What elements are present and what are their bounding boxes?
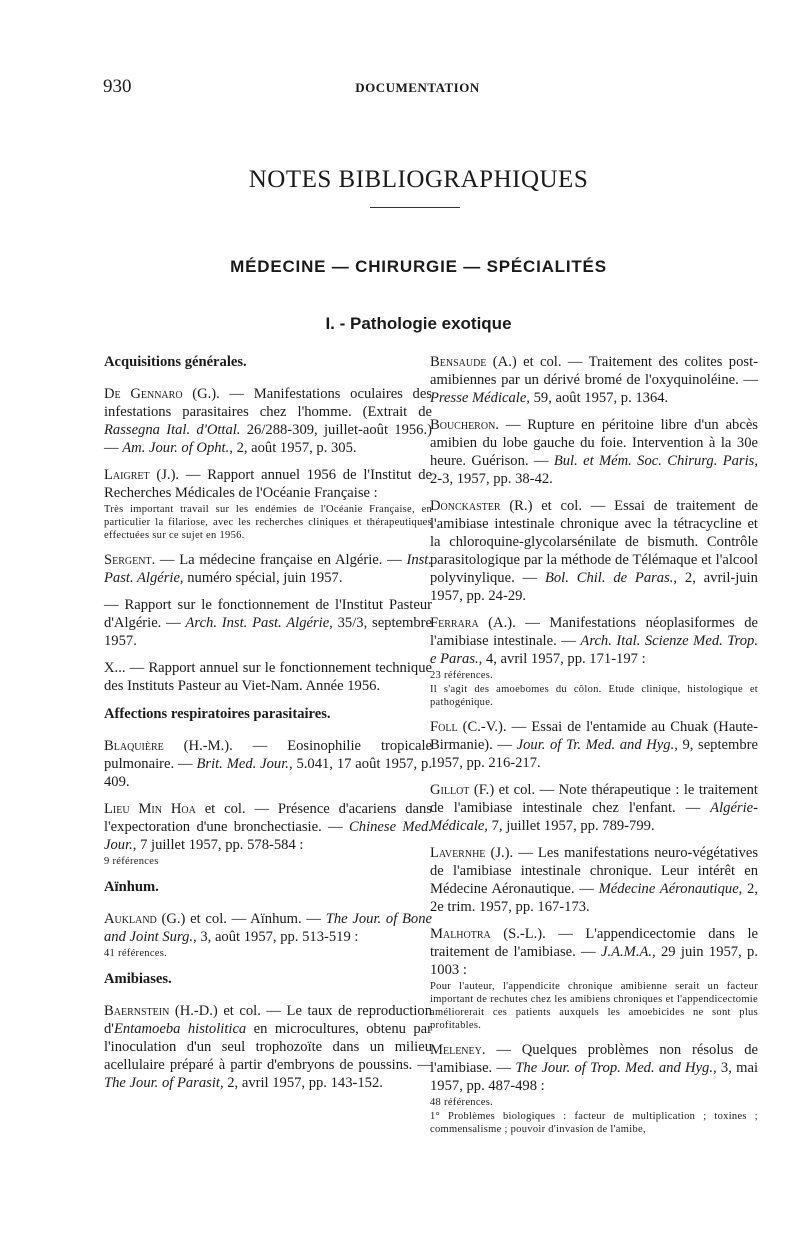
entry-text: , 2, août 1957, p. 305. xyxy=(229,440,357,456)
entry-text: (J.). — Rapport annuel 1956 de l'Institut de Recherches Médicales de l'Océanie Française : xyxy=(104,467,432,501)
entry-source: Chinese Med. Jour., xyxy=(104,819,432,853)
entry-author: Boucheron xyxy=(430,417,496,433)
entry-author: De Gennaro xyxy=(104,386,183,402)
entry-author: Baernstein xyxy=(104,1003,170,1019)
entry-source: Inst. Past. Algérie, xyxy=(104,552,432,586)
entry-text: numéro spécial, juin 1957. xyxy=(183,570,343,586)
heading-ainhum: Aïnhum. xyxy=(104,879,159,895)
entry-text: (C.-V.). — Essai de l'entamide au Chuak (Haute-Birmanie). — xyxy=(430,719,758,753)
entry-sergent xyxy=(104,551,432,587)
entry-author: Blaquière xyxy=(104,738,164,754)
entry-source: Entamoeba histolitica xyxy=(113,1021,247,1037)
entry-text: et col. — Présence d'acariens dans l'expectoration d'une bronchectiasie. — xyxy=(104,801,432,835)
entry-lavernhe xyxy=(430,844,758,916)
entry-source: Brit. Med. Jour., xyxy=(196,756,293,772)
entry-donckaster xyxy=(430,497,758,605)
entry-lieu-min-hoa xyxy=(104,800,432,868)
entry-note: Il s'agit des amoebomes du côlon. Etude clinique, histologique et pathogénique. xyxy=(430,684,758,708)
entry-boucheron xyxy=(430,416,758,488)
entry-source: J.A.M.A., xyxy=(600,944,656,960)
subtitle: MÉDECINE — CHIRURGIE — SPÉCIALITÉS xyxy=(230,257,607,276)
entry-text: 3, mai 1957, pp. 487-498 : xyxy=(430,1060,758,1094)
entry-author: Lavernhe xyxy=(430,845,486,861)
entry-source: The Jour. of Trop. Med. and Hyg., xyxy=(515,1060,717,1076)
heading-affections: Affections respiratoires parasitaires. xyxy=(104,706,331,722)
entry-text: X... — Rapport annuel sur le fonctionnement technique des Instituts Pasteur au Viet-Nam. Année 1956. xyxy=(104,660,432,694)
entry-note: 41 références. xyxy=(104,948,168,959)
entry-text: 2, avril-juin 1957, pp. 24-29. xyxy=(430,570,758,604)
entry-text: 59, août 1957, p. 1364. xyxy=(529,390,669,406)
entry-text: (J.). — Les manifestations neuro-végétatives de l'amibiase intestinale chronique. Leur intérêt en Médecine Aéronautique. — xyxy=(430,845,758,897)
entry-laigret xyxy=(104,466,432,542)
entry-text: 2-3, 1957, pp. 38-42. xyxy=(430,471,553,487)
entry-author: Foll xyxy=(430,719,458,735)
entry-author: Malhotra xyxy=(430,926,491,942)
entry-text: 29 juin 1957, p. 1003 : xyxy=(430,944,758,978)
entry-source: Médecine Aéronautique, xyxy=(598,881,743,897)
entry-source: Am. Jour. of Opht. xyxy=(122,440,230,456)
title-divider xyxy=(370,207,460,208)
entry-author: Gillot xyxy=(430,782,470,798)
entry-author: Ferrara xyxy=(430,615,479,631)
right-column xyxy=(430,353,758,1145)
entry-gillot xyxy=(430,781,758,835)
entry-note: 1° Problèmes biologiques : facteur de multiplication ; toxines ; commensalisme ; pouvoir d'invasion de l'amibe, xyxy=(430,1111,758,1135)
entry-note: 9 références xyxy=(104,856,159,867)
entry-aukland xyxy=(104,910,432,960)
entry-text: 5.041, 17 août 1957, p. 409. xyxy=(104,756,432,790)
entry-de-gennaro xyxy=(104,385,432,457)
entry-rapport-institut xyxy=(104,596,432,650)
entry-author: Meleney xyxy=(430,1042,482,1058)
entry-text: 7 juillet 1957, pp. 578-584 : xyxy=(136,837,304,853)
page-number: 930 xyxy=(103,76,132,97)
entry-text: (H.-M.). — Eosinophilie tropicale pulmonaire. — xyxy=(104,738,432,772)
entry-note: 48 références. xyxy=(430,1097,494,1108)
entry-blaquiere xyxy=(104,737,432,791)
entry-ferrara xyxy=(430,614,758,709)
entry-text: en microcultures, obtenu par l'inoculation d'un seul trophozoïte dans un milieu acellulaire préparé à partir d'embryons de poussins. — xyxy=(104,1021,433,1073)
entry-note: 23 références. xyxy=(430,670,494,681)
entry-text: 26/288-309, juillet-août 1956.) — xyxy=(104,422,432,456)
entry-text: . — La médecine française en Algérie. — xyxy=(151,552,407,568)
entry-meleney xyxy=(430,1041,758,1136)
entry-source: Presse Médicale, xyxy=(430,390,530,406)
entry-source: The Jour. of Parasit, xyxy=(104,1075,224,1091)
entry-foll xyxy=(430,718,758,772)
entry-malhotra xyxy=(430,925,758,1032)
entry-note: Très important travail sur les endémies de l'Océanie Française, en particulier la filariose, avec les recherches cliniques et thérapeutiques effectuées sur ce sujet en 1956. xyxy=(104,504,432,541)
entry-text: 7, juillet 1957, pp. 789-799. xyxy=(487,818,655,834)
entry-source: Algérie-Médicale, xyxy=(430,800,758,834)
entry-text: (A.). — Manifestations néoplasiformes de l'amibiase intestinale. — xyxy=(430,615,758,649)
entry-text: (H.-D.) et col. — Le taux de reproduction d' xyxy=(104,1003,432,1037)
entry-text: 2, 2e trim. 1957, pp. 167-173. xyxy=(430,881,759,915)
section-title: I. - Pathologie exotique xyxy=(325,314,512,333)
entry-source: Rassegna Ital. d'Ottal. xyxy=(104,422,241,438)
entry-source: The Jour. of Bone and Joint Surg., xyxy=(104,911,432,945)
entry-author: Aukland xyxy=(104,911,157,927)
entry-author: Sergent xyxy=(104,552,152,568)
entry-author: Laigret xyxy=(104,467,150,483)
entry-text: . — Quelques problèmes non résolus de l'amibiase. — xyxy=(430,1042,758,1076)
entry-rapport-viet-nam xyxy=(104,659,432,695)
entry-text: (G.) et col. — Aïnhum. — xyxy=(156,911,326,927)
entry-text: 4, avril 1957, pp. 171-197 : xyxy=(482,651,646,667)
entry-author: Donckaster xyxy=(430,498,501,514)
entry-source: Bul. et Mém. Soc. Chirurg. Paris, xyxy=(553,453,758,469)
entry-note: Pour l'auteur, l'appendicite chronique amibienne serait un facteur important de rechutes chez les amibiens chroniques et l'appendicectomie améliorerait ces patients auxquels les amoebicides ne sont plus profitables. xyxy=(430,981,758,1031)
entry-source: Jour. of Tr. Med. and Hyg., xyxy=(516,737,678,753)
entry-text: (S.-L.). — L'appendicectomie dans le traitement de l'amibiase. — xyxy=(430,926,758,960)
entry-text: . — Rupture en péritoine libre d'un abcès amibien du lobe gauche du foie. Intervention à la 30e heure. Guérison. — xyxy=(430,417,758,469)
running-header: DOCUMENTATION xyxy=(355,80,480,95)
entry-text: (G.). — Manifestations oculaires des infestations parasitaires chez l'homme. (Extrait de xyxy=(104,386,432,420)
entry-text: (R.) et col. — Essai de traitement de l'amibiase intestinale chronique avec la tétracycline et la chloroquine-glycolarsénilate de bismuth. Contrôle parasitologique par la méthode de Télémaque et l'alcool polyvinylique. — xyxy=(430,498,758,586)
left-column xyxy=(104,353,432,1101)
entry-text: 35/3, septembre 1957. xyxy=(104,615,432,649)
entry-text: (A.) et col. — Traitement des colites post-amibiennes par un dérivé bromé de l'oxyquinoléine. — xyxy=(430,354,758,388)
entry-text: 9, septembre 1957, pp. 216-217. xyxy=(430,737,758,771)
heading-acquisitions: Acquisitions générales. xyxy=(104,354,247,370)
entry-author: Bensaude xyxy=(430,354,487,370)
entry-author: Lieu Min Hoa xyxy=(104,801,196,817)
entry-bensaude xyxy=(430,353,758,407)
entry-text: 2, avril 1957, pp. 143-152. xyxy=(223,1075,383,1091)
entry-source: Arch. Ital. Scienze Med. Trop. e Paras., xyxy=(430,633,758,667)
entry-baernstein xyxy=(104,1002,432,1092)
heading-amibiases: Amibiases. xyxy=(104,971,172,987)
entry-source: Arch. Inst. Past. Algérie, xyxy=(185,615,333,631)
entry-text: — Rapport sur le fonctionnement de l'Institut Pasteur d'Algérie. — xyxy=(104,597,432,631)
entry-text: 3, août 1957, pp. 513-519 : xyxy=(196,929,359,945)
entry-text: (F.) et col. — Note thérapeutique : le traitement de l'amibiase intestinale chez l'enfant. — xyxy=(430,782,758,816)
entry-source: Bol. Chil. de Paras., xyxy=(544,570,678,586)
page-title: NOTES BIBLIOGRAPHIQUES xyxy=(248,166,589,193)
